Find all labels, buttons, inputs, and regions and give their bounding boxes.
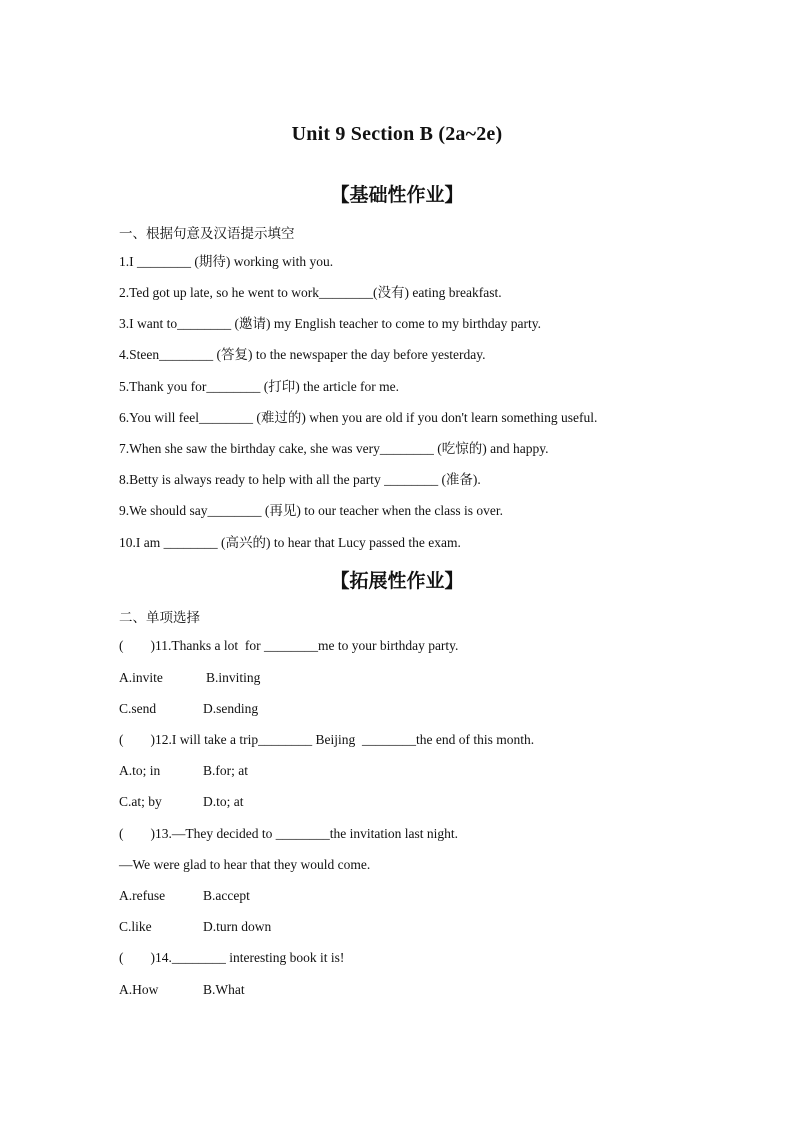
page-title: Unit 9 Section B (2a~2e): [291, 123, 503, 145]
part-heading-fill-blanks: 一、根据句意及汉语提示填空: [119, 226, 295, 242]
part-heading-multiple-choice: 二、单项选择: [119, 610, 200, 626]
question-11-option-d: D.sending: [203, 701, 259, 716]
fill-item-7: 7.When she saw the birthday cake, she was very________ (吃惊的) and happy.: [119, 441, 549, 456]
question-11-option-b: B.inviting: [206, 670, 261, 685]
question-13-option-a: A.refuse: [119, 888, 166, 903]
question-11-option-a: A.invite: [119, 670, 163, 685]
question-12-option-c: C.at; by: [119, 794, 162, 809]
fill-item-8: 8.Betty is always ready to help with all the party ________ (准备).: [119, 472, 481, 487]
question-12-stem: ( )12.I will take a trip________ Beijing ________the end of this month.: [119, 732, 535, 747]
question-11-stem: ( )11.Thanks a lot for ________me to your birthday party.: [119, 638, 459, 653]
fill-item-6: 6.You will feel________ (难过的) when you are old if you don't learn something useful.: [119, 410, 598, 425]
question-14-stem: ( )14.________ interesting book it is!: [119, 950, 345, 965]
question-13-option-c: C.like: [119, 919, 152, 934]
fill-item-5: 5.Thank you for________ (打印) the article for me.: [119, 379, 400, 394]
fill-item-9: 9.We should say________ (再见) to our teacher when the class is over.: [119, 503, 503, 518]
question-13-option-b: B.accept: [203, 888, 250, 903]
question-13-reply: —We were glad to hear that they would come.: [119, 857, 371, 872]
question-12-option-a: A.to; in: [119, 763, 161, 778]
question-11-option-c: C.send: [119, 701, 157, 716]
question-13-stem: ( )13.—They decided to ________the invitation last night.: [119, 826, 458, 841]
section-heading-extended: 【拓展性作业】: [330, 570, 464, 592]
fill-item-10: 10.I am ________ (高兴的) to hear that Lucy passed the exam.: [119, 535, 461, 550]
question-12-option-d: D.to; at: [203, 794, 244, 809]
section-heading-basic: 【基础性作业】: [330, 184, 464, 206]
question-14-option-a: A.How: [119, 982, 159, 997]
question-12-option-b: B.for; at: [203, 763, 248, 778]
fill-item-1: 1.I ________ (期待) working with you.: [119, 254, 334, 269]
fill-item-2: 2.Ted got up late, so he went to work________(没有) eating breakfast.: [119, 285, 502, 300]
fill-item-3: 3.I want to________ (邀请) my English teacher to come to my birthday party.: [119, 316, 542, 331]
question-14-option-b: B.What: [203, 982, 245, 997]
question-13-option-d: D.turn down: [203, 919, 272, 934]
fill-item-4: 4.Steen________ (答复) to the newspaper the day before yesterday.: [119, 347, 486, 362]
